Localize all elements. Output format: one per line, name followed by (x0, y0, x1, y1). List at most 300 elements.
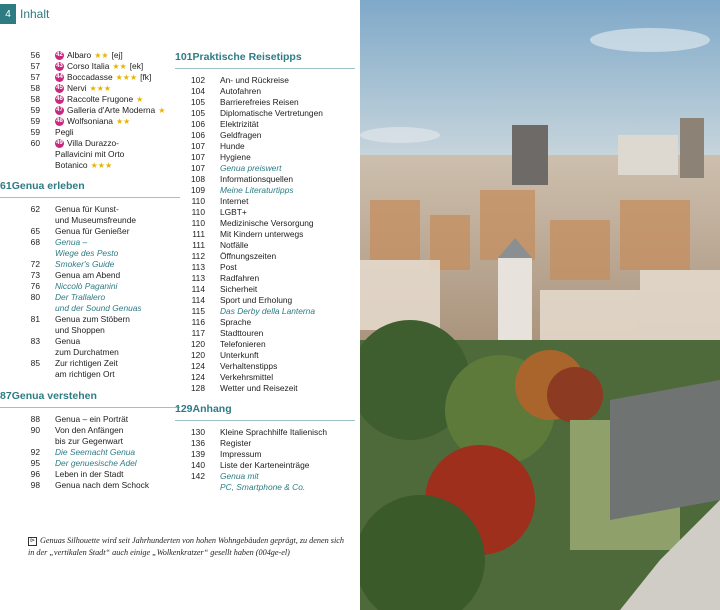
toc-entry[interactable] (0, 204, 180, 215)
toc-entry-page: 107 (191, 152, 205, 162)
section-title: Genua verstehen (11, 390, 97, 402)
toc-entry-title (55, 138, 119, 149)
toc-entry-title (55, 347, 119, 358)
toc-entry-page: 76 (30, 281, 40, 291)
toc-entry-page: 59 (30, 105, 40, 115)
toc-entry-continuation[interactable] (0, 347, 180, 358)
toc-entry-title (220, 306, 315, 317)
toc-entry-text: Hunde (220, 141, 245, 151)
toc-entry-text: Der Trallalero (55, 292, 106, 302)
toc-entry-text: Meine Literaturtipps (220, 185, 294, 195)
toc-entry-page: 98 (30, 480, 40, 490)
toc-entry-text: Genua für Genießer (55, 226, 130, 236)
toc-entry-page: 120 (191, 350, 205, 360)
toc-entry-title (55, 447, 135, 458)
toc-entry[interactable] (175, 350, 355, 361)
toc-entry[interactable] (0, 336, 180, 347)
toc-entry-title (220, 196, 248, 207)
toc-entry-text: Impressum (220, 449, 262, 459)
toc-entry-page: 90 (30, 425, 40, 435)
toc-entry-page: 139 (191, 449, 205, 459)
toc-entry-page: 102 (191, 75, 205, 85)
toc-entry-text: Von den Anfängen (55, 425, 124, 435)
caption-arrow-icon: ⊳ (29, 537, 36, 544)
toc-entry-title (220, 163, 281, 174)
toc-entry-text: und Shoppen (55, 325, 105, 335)
toc-entry-title (220, 339, 266, 350)
toc-entry-title (55, 314, 130, 325)
toc-entry-title (55, 160, 112, 171)
toc-entry-title (55, 270, 120, 281)
toc-entry[interactable] (0, 259, 180, 270)
toc-entry-page: 56 (30, 50, 40, 60)
toc-entry[interactable] (175, 185, 355, 196)
photo-caption (28, 535, 350, 559)
toc-entry[interactable] (175, 372, 355, 383)
page-header (0, 4, 49, 24)
map-grid-code: [fk] (140, 72, 152, 82)
toc-entry-title (55, 94, 143, 105)
toc-entry-page: 80 (30, 292, 40, 302)
toc-entry-text: Diplomatische Vertretungen (220, 108, 323, 118)
toc-entry-page: 85 (30, 358, 40, 368)
toc-entry-title (220, 284, 257, 295)
genoa-cityscape-image (360, 0, 720, 610)
toc-entry-continuation[interactable] (0, 303, 180, 314)
toc-entry-title (220, 383, 298, 394)
toc-entry-page: 107 (191, 163, 205, 173)
toc-entry-text: Zur richtigen Zeit (55, 358, 118, 368)
toc-entry-text: Barrierefreies Reisen (220, 97, 299, 107)
toc-entry-page: 57 (30, 61, 40, 71)
toc-entry-text: Villa Durazzo- (67, 138, 119, 148)
toc-entry-title (55, 105, 165, 116)
toc-entry-page: 105 (191, 108, 205, 118)
toc-entry-text: Autofahren (220, 86, 261, 96)
toc-entry-text: Genua (55, 336, 81, 346)
toc-entry-continuation[interactable] (0, 369, 180, 380)
toc-entry-continuation[interactable] (175, 482, 355, 493)
toc-entry-title (220, 471, 259, 482)
toc-entry-text: Wiege des Pesto (55, 248, 119, 258)
toc-column-left (0, 50, 180, 491)
toc-entry-page: 136 (191, 438, 205, 448)
toc-entry[interactable] (175, 449, 355, 460)
toc-entry-text: An- und Rückreise (220, 75, 289, 85)
section-heading[interactable] (0, 179, 180, 198)
toc-entry-title (55, 204, 119, 215)
toc-entry-title (55, 259, 114, 270)
toc-entry-page: 120 (191, 339, 205, 349)
toc-entry-continuation[interactable] (0, 160, 180, 171)
toc-column-right (175, 50, 355, 493)
toc-entry[interactable] (175, 108, 355, 119)
section-title: Genua erleben (11, 180, 85, 192)
toc-entry-text: Radfahren (220, 273, 260, 283)
toc-entry-text: Verkehrsmittel (220, 372, 274, 382)
toc-entry-page: 115 (191, 306, 205, 316)
toc-entry[interactable] (0, 127, 180, 138)
toc-entry-text: bis zur Gegenwart (55, 436, 123, 446)
toc-entry-title (220, 328, 263, 339)
toc-entry-text: Corso Italia (67, 61, 110, 71)
toc-entry[interactable] (0, 447, 180, 458)
toc-entry[interactable] (0, 61, 180, 72)
toc-entry-title (55, 237, 87, 248)
sight-number-badge: 47 (56, 107, 63, 113)
toc-entry-page: 96 (30, 469, 40, 479)
toc-entry[interactable] (175, 207, 355, 218)
toc-entry-page: 106 (191, 119, 205, 129)
toc-entry-page: 109 (191, 185, 205, 195)
toc-entry-continuation[interactable] (0, 325, 180, 336)
section-page: 61 (0, 180, 12, 192)
toc-entry[interactable] (0, 105, 180, 116)
toc-entry[interactable] (175, 383, 355, 394)
toc-entry-text: Die Seemacht Genua (55, 447, 136, 457)
toc-entry-title (220, 229, 303, 240)
toc-entry-title (220, 97, 299, 108)
toc-entry-title (220, 108, 323, 119)
toc-entry-title (220, 185, 294, 196)
toc-entry-text: Telefonieren (220, 339, 266, 349)
toc-entry[interactable] (175, 460, 355, 471)
toc-entry[interactable] (175, 339, 355, 350)
toc-entry[interactable] (0, 469, 180, 480)
toc-entry-page: 83 (30, 336, 40, 346)
toc-entry[interactable] (0, 314, 180, 325)
toc-entry-title (220, 86, 261, 97)
rating-stars-icon: ★ (136, 95, 144, 104)
toc-entry-text: zum Durchatmen (55, 347, 119, 357)
toc-entry-page: 59 (30, 127, 40, 137)
toc-entry-page: 111 (192, 229, 205, 239)
toc-entry-title (220, 75, 289, 86)
toc-entry-title (55, 215, 136, 226)
toc-entry[interactable] (0, 72, 180, 83)
toc-entry[interactable] (0, 270, 180, 281)
toc-entry-title (220, 460, 309, 471)
toc-entry-title (55, 325, 105, 336)
toc-entry-title (55, 149, 124, 160)
toc-entry-text: Leben in der Stadt (55, 469, 124, 479)
toc-entry[interactable] (175, 328, 355, 339)
toc-entry[interactable] (175, 427, 355, 438)
toc-entry[interactable] (0, 414, 180, 425)
toc-entry[interactable] (175, 75, 355, 86)
toc-entry[interactable] (0, 226, 180, 237)
toc-entry-title (220, 482, 305, 493)
toc-entry-title (55, 226, 129, 237)
toc-entry-title (220, 251, 276, 262)
toc-entry-text: Post (220, 262, 237, 272)
toc-entry-page: 106 (191, 130, 205, 140)
toc-entry-page: 114 (191, 295, 205, 305)
toc-entry-page: 130 (191, 427, 205, 437)
toc-entry-page: 92 (30, 447, 40, 457)
toc-entry-page: 81 (30, 314, 40, 324)
toc-entry-text: Galleria d'Arte Moderna (67, 105, 156, 115)
toc-entry-page: 95 (30, 458, 40, 468)
toc-entry-page: 110 (191, 218, 205, 228)
toc-entry[interactable] (0, 138, 180, 149)
toc-entry-page: 117 (191, 328, 205, 338)
toc-entry-title (220, 207, 247, 218)
toc-entry-text: Genua am Abend (55, 270, 121, 280)
toc-entry-page: 111 (192, 240, 205, 250)
sight-number-badge: 42 (56, 52, 63, 58)
toc-entry-page: 88 (30, 414, 40, 424)
toc-entry[interactable] (0, 83, 180, 94)
toc-entry[interactable] (175, 196, 355, 207)
toc-entry[interactable] (175, 229, 355, 240)
toc-entry-text: Register (220, 438, 252, 448)
toc-entry-text: Informationsquellen (220, 174, 294, 184)
toc-entry-page: 57 (30, 72, 40, 82)
section-heading[interactable] (0, 389, 180, 408)
toc-entry[interactable] (175, 163, 355, 174)
toc-entry[interactable] (0, 94, 180, 105)
toc-entry-title (55, 50, 123, 61)
toc-entry-text: Stadttouren (220, 328, 264, 338)
toc-entry-continuation[interactable] (0, 149, 180, 160)
toc-entry-title (55, 127, 74, 138)
toc-entry-text: Pallavicini mit Orto (55, 149, 125, 159)
sight-number-badge: 46 (56, 96, 63, 102)
toc-entry-title (220, 295, 292, 306)
rating-stars-icon: ★ (158, 106, 166, 115)
toc-entry-text: Elektrizität (220, 119, 259, 129)
toc-entry-page: 128 (191, 383, 205, 393)
toc-entry-title (220, 240, 248, 251)
toc-entry-title (55, 292, 105, 303)
toc-entry-page: 124 (191, 372, 205, 382)
toc-entry-text: Öffnungszeiten (220, 251, 277, 261)
map-grid-code: [ej] (111, 50, 123, 60)
toc-entry-text: Unterkunft (220, 350, 259, 360)
toc-entry[interactable] (175, 174, 355, 185)
toc-entry-page: 65 (30, 226, 40, 236)
toc-entry[interactable] (175, 284, 355, 295)
rating-stars-icon: ★★ (115, 117, 131, 126)
toc-entry[interactable] (175, 130, 355, 141)
toc-entry-title (220, 141, 245, 152)
toc-entry[interactable] (175, 317, 355, 328)
toc-entry[interactable] (0, 281, 180, 292)
toc-entry-title (220, 372, 273, 383)
toc-entry-title (55, 458, 137, 469)
toc-entry-continuation[interactable] (0, 248, 180, 259)
section-page: 87 (0, 390, 12, 402)
toc-entry-text: am richtigen Ort (55, 369, 115, 379)
toc-entry[interactable] (0, 425, 180, 436)
toc-entry-text: Boccadasse (67, 72, 113, 82)
toc-entry-title (55, 61, 143, 72)
toc-entry-text: PC, Smartphone & Co. (220, 482, 306, 492)
sight-number-badge: 43 (56, 63, 63, 69)
toc-entry-title (220, 174, 293, 185)
toc-entry-title (220, 427, 327, 438)
toc-entry-page: 60 (30, 138, 40, 148)
toc-entry-text: Pegli (55, 127, 74, 137)
rating-stars-icon: ★★★ (90, 161, 113, 170)
toc-entry[interactable] (175, 471, 355, 482)
toc-entry-text: Genua für Kunst- (55, 204, 119, 214)
city-photo (360, 0, 720, 610)
toc-entry-title (55, 414, 128, 425)
toc-entry-page: 104 (191, 86, 205, 96)
toc-entry[interactable] (0, 237, 180, 248)
toc-entry-continuation[interactable] (0, 215, 180, 226)
toc-entry-text: Hygiene (220, 152, 251, 162)
toc-entry-title (220, 317, 251, 328)
toc-entry-text: Liste der Karteneinträge (220, 460, 310, 470)
toc-entry-page: 142 (191, 471, 205, 481)
toc-entry-text: und der Sound Genuas (55, 303, 142, 313)
toc-entry-title (220, 130, 261, 141)
toc-entry-page: 113 (191, 273, 205, 283)
toc-entry-page: 114 (191, 284, 205, 294)
toc-entry-text: Geldfragen (220, 130, 262, 140)
toc-entry-text: Sicherheit (220, 284, 258, 294)
toc-entry[interactable] (175, 273, 355, 284)
toc-entry-title (55, 425, 123, 436)
caption-text: Genuas Silhouette wird seit Jahrhunderten von hohen Wohngebäuden geprägt, zu denen sich in der „vertikalen Stadt“ auch einige „Wolkenkratzer“ gesellt haben (004ge-el) (28, 536, 344, 557)
section-heading[interactable] (175, 50, 355, 69)
toc-entry-text: Genua mit (220, 471, 259, 481)
toc-entry-page: 140 (191, 460, 205, 470)
toc-entry[interactable] (175, 152, 355, 163)
toc-entry-title (55, 72, 151, 83)
toc-entry-text: Internet (220, 196, 249, 206)
toc-entry-title (55, 116, 130, 127)
toc-entry-page: 58 (30, 83, 40, 93)
toc-entry-text: Albaro (67, 50, 92, 60)
toc-entry-text: Mit Kindern unterwegs (220, 229, 304, 239)
toc-entry-page: 110 (191, 207, 205, 217)
toc-entry-page: 62 (30, 204, 40, 214)
toc-entry-page: 73 (30, 270, 40, 280)
toc-entry[interactable] (175, 119, 355, 130)
toc-entry[interactable] (175, 97, 355, 108)
page-title: Inhalt (20, 7, 50, 21)
toc-entry[interactable] (0, 458, 180, 469)
toc-entry-title (55, 83, 111, 94)
toc-entry[interactable] (175, 86, 355, 97)
sight-number-badge: 44 (56, 74, 63, 80)
section-title: Anhang (192, 403, 232, 415)
toc-entry-text: und Museumsfreunde (55, 215, 137, 225)
toc-entry-text: Genua – (55, 237, 88, 247)
toc-entry-text: Genua zum Stöbern (55, 314, 130, 324)
toc-entry-text: Medizinische Versorgung (220, 218, 314, 228)
section-page: 129 (175, 403, 193, 415)
toc-entry-page: 58 (30, 94, 40, 104)
toc-entry-text: Sport und Erholung (220, 295, 293, 305)
toc-entry[interactable] (0, 50, 180, 61)
toc-entry[interactable] (175, 262, 355, 273)
toc-entry-title (220, 361, 277, 372)
toc-entry-text: Verhaltenstipps (220, 361, 278, 371)
toc-entry-text: Sprache (220, 317, 252, 327)
toc-entry-text: Genua – ein Porträt (55, 414, 129, 424)
toc-entry-title (220, 119, 259, 130)
sight-number-badge: 49 (56, 140, 63, 146)
toc-entry-text: Genua nach dem Schock (55, 480, 150, 490)
toc-entry-text: Der genuesische Adel (55, 458, 137, 468)
toc-entry-title (55, 303, 142, 314)
toc-entry-page: 112 (191, 251, 205, 261)
section-page: 101 (175, 51, 193, 63)
toc-entry-page: 124 (191, 361, 205, 371)
toc-entry-page: 108 (191, 174, 205, 184)
toc-entry-text: LGBT+ (220, 207, 247, 217)
toc-entry-title (55, 469, 123, 480)
toc-entry-page: 116 (191, 317, 205, 327)
toc-entry-title (220, 438, 251, 449)
toc-entry[interactable] (0, 358, 180, 369)
toc-entry-page: 107 (191, 141, 205, 151)
toc-entry-text: Nervi (67, 83, 87, 93)
toc-entry[interactable] (175, 141, 355, 152)
toc-entry-title (55, 358, 118, 369)
toc-entry[interactable] (0, 116, 180, 127)
toc-entry-text: Kleine Sprachhilfe Italienisch (220, 427, 328, 437)
section-title: Praktische Reisetipps (192, 51, 302, 63)
page-number: 4 (0, 4, 16, 24)
toc-entry[interactable] (175, 295, 355, 306)
toc-entry[interactable] (175, 306, 355, 317)
toc-entry-page: 113 (191, 262, 205, 272)
map-grid-code: [ek] (129, 61, 144, 71)
toc-entry-title (55, 480, 149, 491)
toc-entry-text: Wetter und Reisezeit (220, 383, 298, 393)
section-heading[interactable] (175, 402, 355, 421)
toc-entry-title (55, 281, 117, 292)
toc-entry-text: Genua preiswert (220, 163, 282, 173)
toc-entry[interactable] (0, 292, 180, 303)
toc-entry-title (220, 273, 259, 284)
toc-entry[interactable] (175, 240, 355, 251)
toc-entry-text: Das Derby della Lanterna (220, 306, 315, 316)
toc-entry-title (220, 152, 251, 163)
toc-entry-title (220, 218, 314, 229)
toc-entry-continuation[interactable] (0, 436, 180, 447)
rating-stars-icon: ★★ (94, 51, 109, 60)
toc-entry[interactable] (175, 218, 355, 229)
sight-number-badge: 45 (56, 85, 63, 91)
toc-entry-page: 105 (191, 97, 205, 107)
toc-entry-text: Botanico (55, 160, 88, 170)
toc-entry[interactable] (0, 480, 180, 491)
toc-entry-text: Smoker's Guide (55, 259, 115, 269)
toc-entry-text: Niccolò Paganini (55, 281, 118, 291)
toc-entry[interactable] (175, 361, 355, 372)
toc-entry[interactable] (175, 251, 355, 262)
rating-stars-icon: ★★★ (89, 84, 112, 93)
rating-stars-icon: ★★★ (115, 73, 138, 82)
toc-entry-title (55, 369, 115, 380)
toc-entry-title (55, 336, 80, 347)
toc-entry-page: 59 (30, 116, 40, 126)
rating-stars-icon: ★★ (112, 62, 127, 71)
sight-number-badge: 48 (56, 118, 63, 124)
toc-entry-title (220, 350, 259, 361)
toc-entry-text: Notfälle (220, 240, 249, 250)
toc-entry-title (55, 436, 123, 447)
toc-entry[interactable] (175, 438, 355, 449)
toc-entry-title (55, 248, 118, 259)
